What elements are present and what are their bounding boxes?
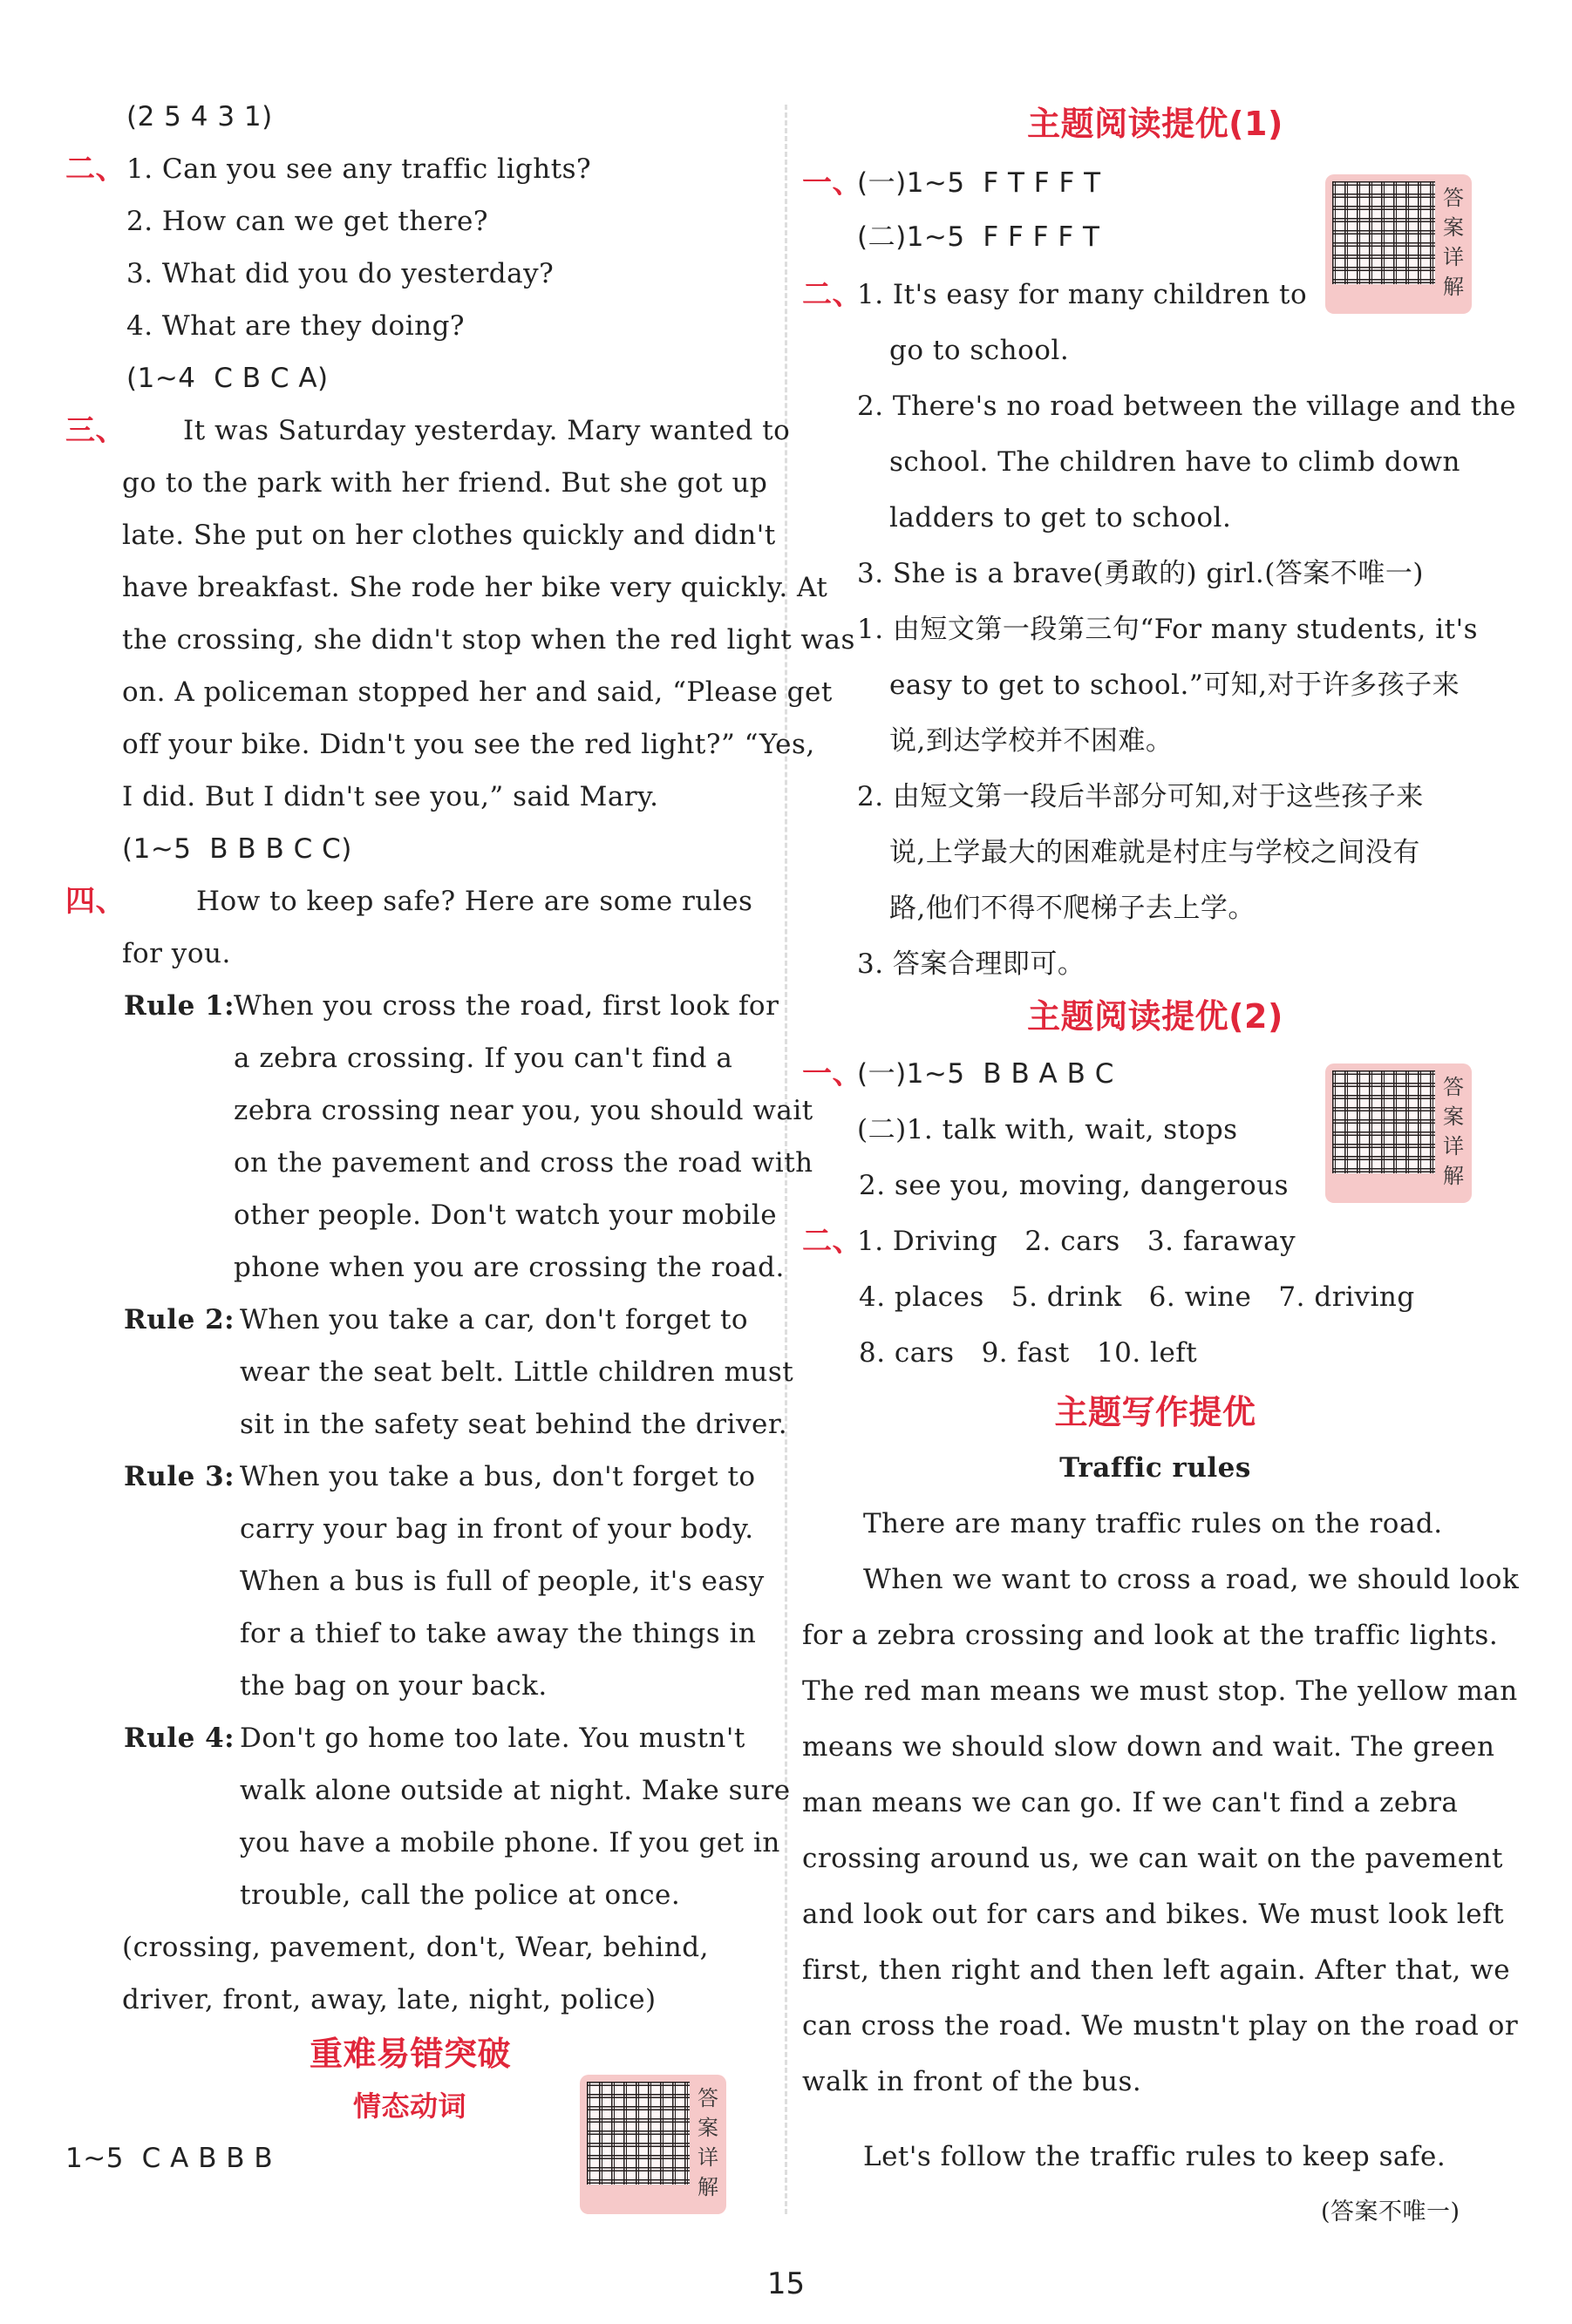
difficult-title: 重难易错突破	[310, 2035, 512, 2073]
qr-icon	[587, 2082, 690, 2185]
page-number: 15	[766, 2266, 806, 2301]
order-answer: (2 5 4 3 1)	[126, 101, 273, 133]
rule-1-line-2: a zebra crossing. If you can't find a	[234, 1043, 733, 1074]
modal-verbs-subtitle: 情态动词	[353, 2090, 467, 2123]
s2-line-3: 8. cars 9. fast 10. left	[859, 1337, 1198, 1369]
sec3-line-2: go to the park with her friend. But she got up	[122, 467, 768, 499]
r2-explain-1b: easy to get to school.”可知,对于许多孩子来	[889, 669, 1460, 701]
sec2-q3: 3. What did you do yesterday?	[126, 258, 555, 289]
qr-code-reading-2[interactable]	[1325, 1063, 1472, 1203]
rule-2-line-1: When you take a car, don't forget to	[240, 1304, 749, 1335]
rule-4-line-1: Don't go home too late. You mustn't	[240, 1723, 745, 1754]
sec4-answers-1: (crossing, pavement, don't, Wear, behind,	[122, 1932, 709, 1963]
essay-line-12: Let's follow the traffic rules to keep safe.	[863, 2141, 1446, 2172]
essay-line-7: crossing around us, we can wait on the pavement	[802, 1843, 1504, 1874]
sec2-q1: 1. Can you see any traffic lights?	[126, 153, 592, 185]
sec3-line-1: It was Saturday yesterday. Mary wanted to	[183, 415, 791, 446]
r2-explain-1a: 1. 由短文第一段第三句“For many students, it's	[857, 614, 1479, 645]
essay-line-9: first, then right and then left again. After that, we	[802, 1954, 1511, 1986]
qr-icon	[1332, 1070, 1435, 1173]
rule-1-line-1: When you cross the road, first look for	[234, 990, 779, 1022]
sec4-line-2: for you.	[122, 938, 231, 969]
essay-line-8: and look out for cars and bikes. We must look left	[802, 1899, 1505, 1930]
r2-explain-2a: 2. 由短文第一段后半部分可知,对于这些孩子来	[857, 781, 1424, 812]
essay-line-2: When we want to cross a road, we should look	[863, 1564, 1520, 1595]
r-section-1-label: 一、	[802, 166, 862, 200]
rule-3-line-2: carry your bag in front of your body.	[240, 1513, 754, 1545]
essay-line-4: The red man means we must stop. The yellow man	[802, 1675, 1518, 1707]
modal-answers: 1~5 C A B B B	[65, 2143, 274, 2174]
essay-line-10: can cross the road. We mustn't play on the road or	[802, 2010, 1519, 2042]
qr-icon	[1332, 181, 1435, 284]
qr-label: 答案详解	[1443, 1075, 1464, 1188]
reading-title-1: 主题阅读提优(1)	[1027, 105, 1283, 143]
sec3-line-7: off your bike. Didn't you see the red light?” “Yes,	[122, 729, 815, 760]
rule-3-line-3: When a bus is full of people, it's easy	[240, 1566, 765, 1597]
sec4-answers-2: driver, front, away, late, night, police)	[122, 1984, 657, 2015]
r2-explain-2b: 说,上学最大的困难就是村庄与学校之间没有	[889, 837, 1420, 868]
rule-4-line-2: walk alone outside at night. Make sure	[240, 1775, 791, 1806]
rule-1-line-6: phone when you are crossing the road.	[234, 1252, 785, 1283]
r-section-2-label: 二、	[802, 277, 862, 312]
rule-1-line-3: zebra crossing near you, you should wait	[234, 1095, 813, 1126]
rule-4-line-4: trouble, call the police at once.	[240, 1879, 681, 1911]
essay-line-6: man means we can go. If we can't find a zebra	[802, 1787, 1459, 1818]
s-section-2-label: 二、	[802, 1224, 862, 1259]
sec2-q2: 2. How can we get there?	[126, 206, 488, 237]
essay-title: Traffic rules	[1059, 1452, 1251, 1484]
sec3-line-5: the crossing, she didn't stop when the red light was	[122, 624, 855, 656]
essay-line-3: for a zebra crossing and look at the traffic lights.	[802, 1620, 1499, 1651]
r2-q1-b: go to school.	[889, 335, 1070, 366]
sec4-line-1: How to keep safe? Here are some rules	[196, 886, 753, 917]
sec2-q4: 4. What are they doing?	[126, 310, 466, 342]
rule-2-label: Rule 2:	[124, 1304, 235, 1335]
rule-4-line-3: you have a mobile phone. If you get in	[240, 1827, 780, 1859]
qr-code-modal[interactable]	[580, 2075, 726, 2214]
s1-line-2: (二)1. talk with, wait, stops	[857, 1114, 1238, 1145]
rule-2-line-2: wear the seat belt. Little children must	[240, 1356, 794, 1388]
rule-1-line-5: other people. Don't watch your mobile	[234, 1199, 778, 1231]
r2-explain-3: 3. 答案合理即可。	[857, 948, 1085, 980]
section-3-label: 三、	[65, 413, 126, 448]
sec3-line-3: late. She put on her clothes quickly and didn't	[122, 520, 776, 551]
rule-2-line-3: sit in the safety seat behind the driver.	[240, 1409, 788, 1440]
rule-3-line-1: When you take a bus, don't forget to	[240, 1461, 756, 1492]
sec3-answers: (1~5 B B B C C)	[122, 833, 352, 865]
rule-1-line-4: on the pavement and cross the road with	[234, 1147, 813, 1179]
essay-line-5: means we should slow down and wait. The green	[802, 1731, 1495, 1763]
s2-line-2: 4. places 5. drink 6. wine 7. driving	[859, 1281, 1415, 1313]
qr-label: 答案详解	[1443, 186, 1464, 299]
essay-note: (答案不唯一)	[1321, 2198, 1460, 2225]
rule-3-line-5: the bag on your back.	[240, 1670, 548, 1702]
section-4-label: 四、	[65, 884, 126, 919]
r1-line-1: (一)1~5 F T F F T	[857, 167, 1101, 199]
rule-3-label: Rule 3:	[124, 1461, 235, 1492]
sec3-line-6: on. A policeman stopped her and said, “Please get	[122, 676, 833, 708]
sec3-line-4: have breakfast. She rode her bike very quickly. At	[122, 572, 828, 603]
r2-q1-a: 1. It's easy for many children to	[857, 279, 1308, 310]
sec2-answers: (1~4 C B C A)	[126, 363, 329, 394]
rule-1-label: Rule 1:	[124, 990, 235, 1022]
s-section-1-label: 一、	[802, 1057, 862, 1091]
s1-line-3: 2. see you, moving, dangerous	[859, 1170, 1290, 1201]
reading-title-2: 主题阅读提优(2)	[1027, 997, 1283, 1036]
r1-line-2: (二)1~5 F F F F T	[857, 221, 1100, 253]
r2-q2-b: school. The children have to climb down	[889, 446, 1460, 478]
essay-line-1: There are many traffic rules on the road.	[863, 1508, 1443, 1539]
writing-title: 主题写作提优	[1054, 1393, 1256, 1431]
s2-line-1: 1. Driving 2. cars 3. faraway	[857, 1226, 1296, 1257]
essay-line-11: walk in front of the bus.	[802, 2066, 1142, 2097]
s1-line-1: (一)1~5 B B A B C	[857, 1058, 1114, 1090]
rule-4-label: Rule 4:	[124, 1723, 235, 1754]
r2-explain-1c: 说,到达学校并不困难。	[889, 725, 1174, 757]
r2-explain-2c: 路,他们不得不爬梯子去上学。	[889, 893, 1256, 924]
sec3-line-8: I did. But I didn't see you,” said Mary.	[122, 781, 659, 812]
r2-q3: 3. She is a brave(勇敢的) girl.(答案不唯一)	[857, 558, 1424, 589]
qr-label: 答案详解	[698, 2086, 718, 2199]
qr-code-reading-1[interactable]	[1325, 174, 1472, 314]
rule-3-line-4: for a thief to take away the things in	[240, 1618, 757, 1649]
section-2-label: 二、	[65, 152, 126, 187]
r2-q2-a: 2. There's no road between the village and the	[857, 391, 1517, 422]
r2-q2-c: ladders to get to school.	[889, 502, 1232, 533]
